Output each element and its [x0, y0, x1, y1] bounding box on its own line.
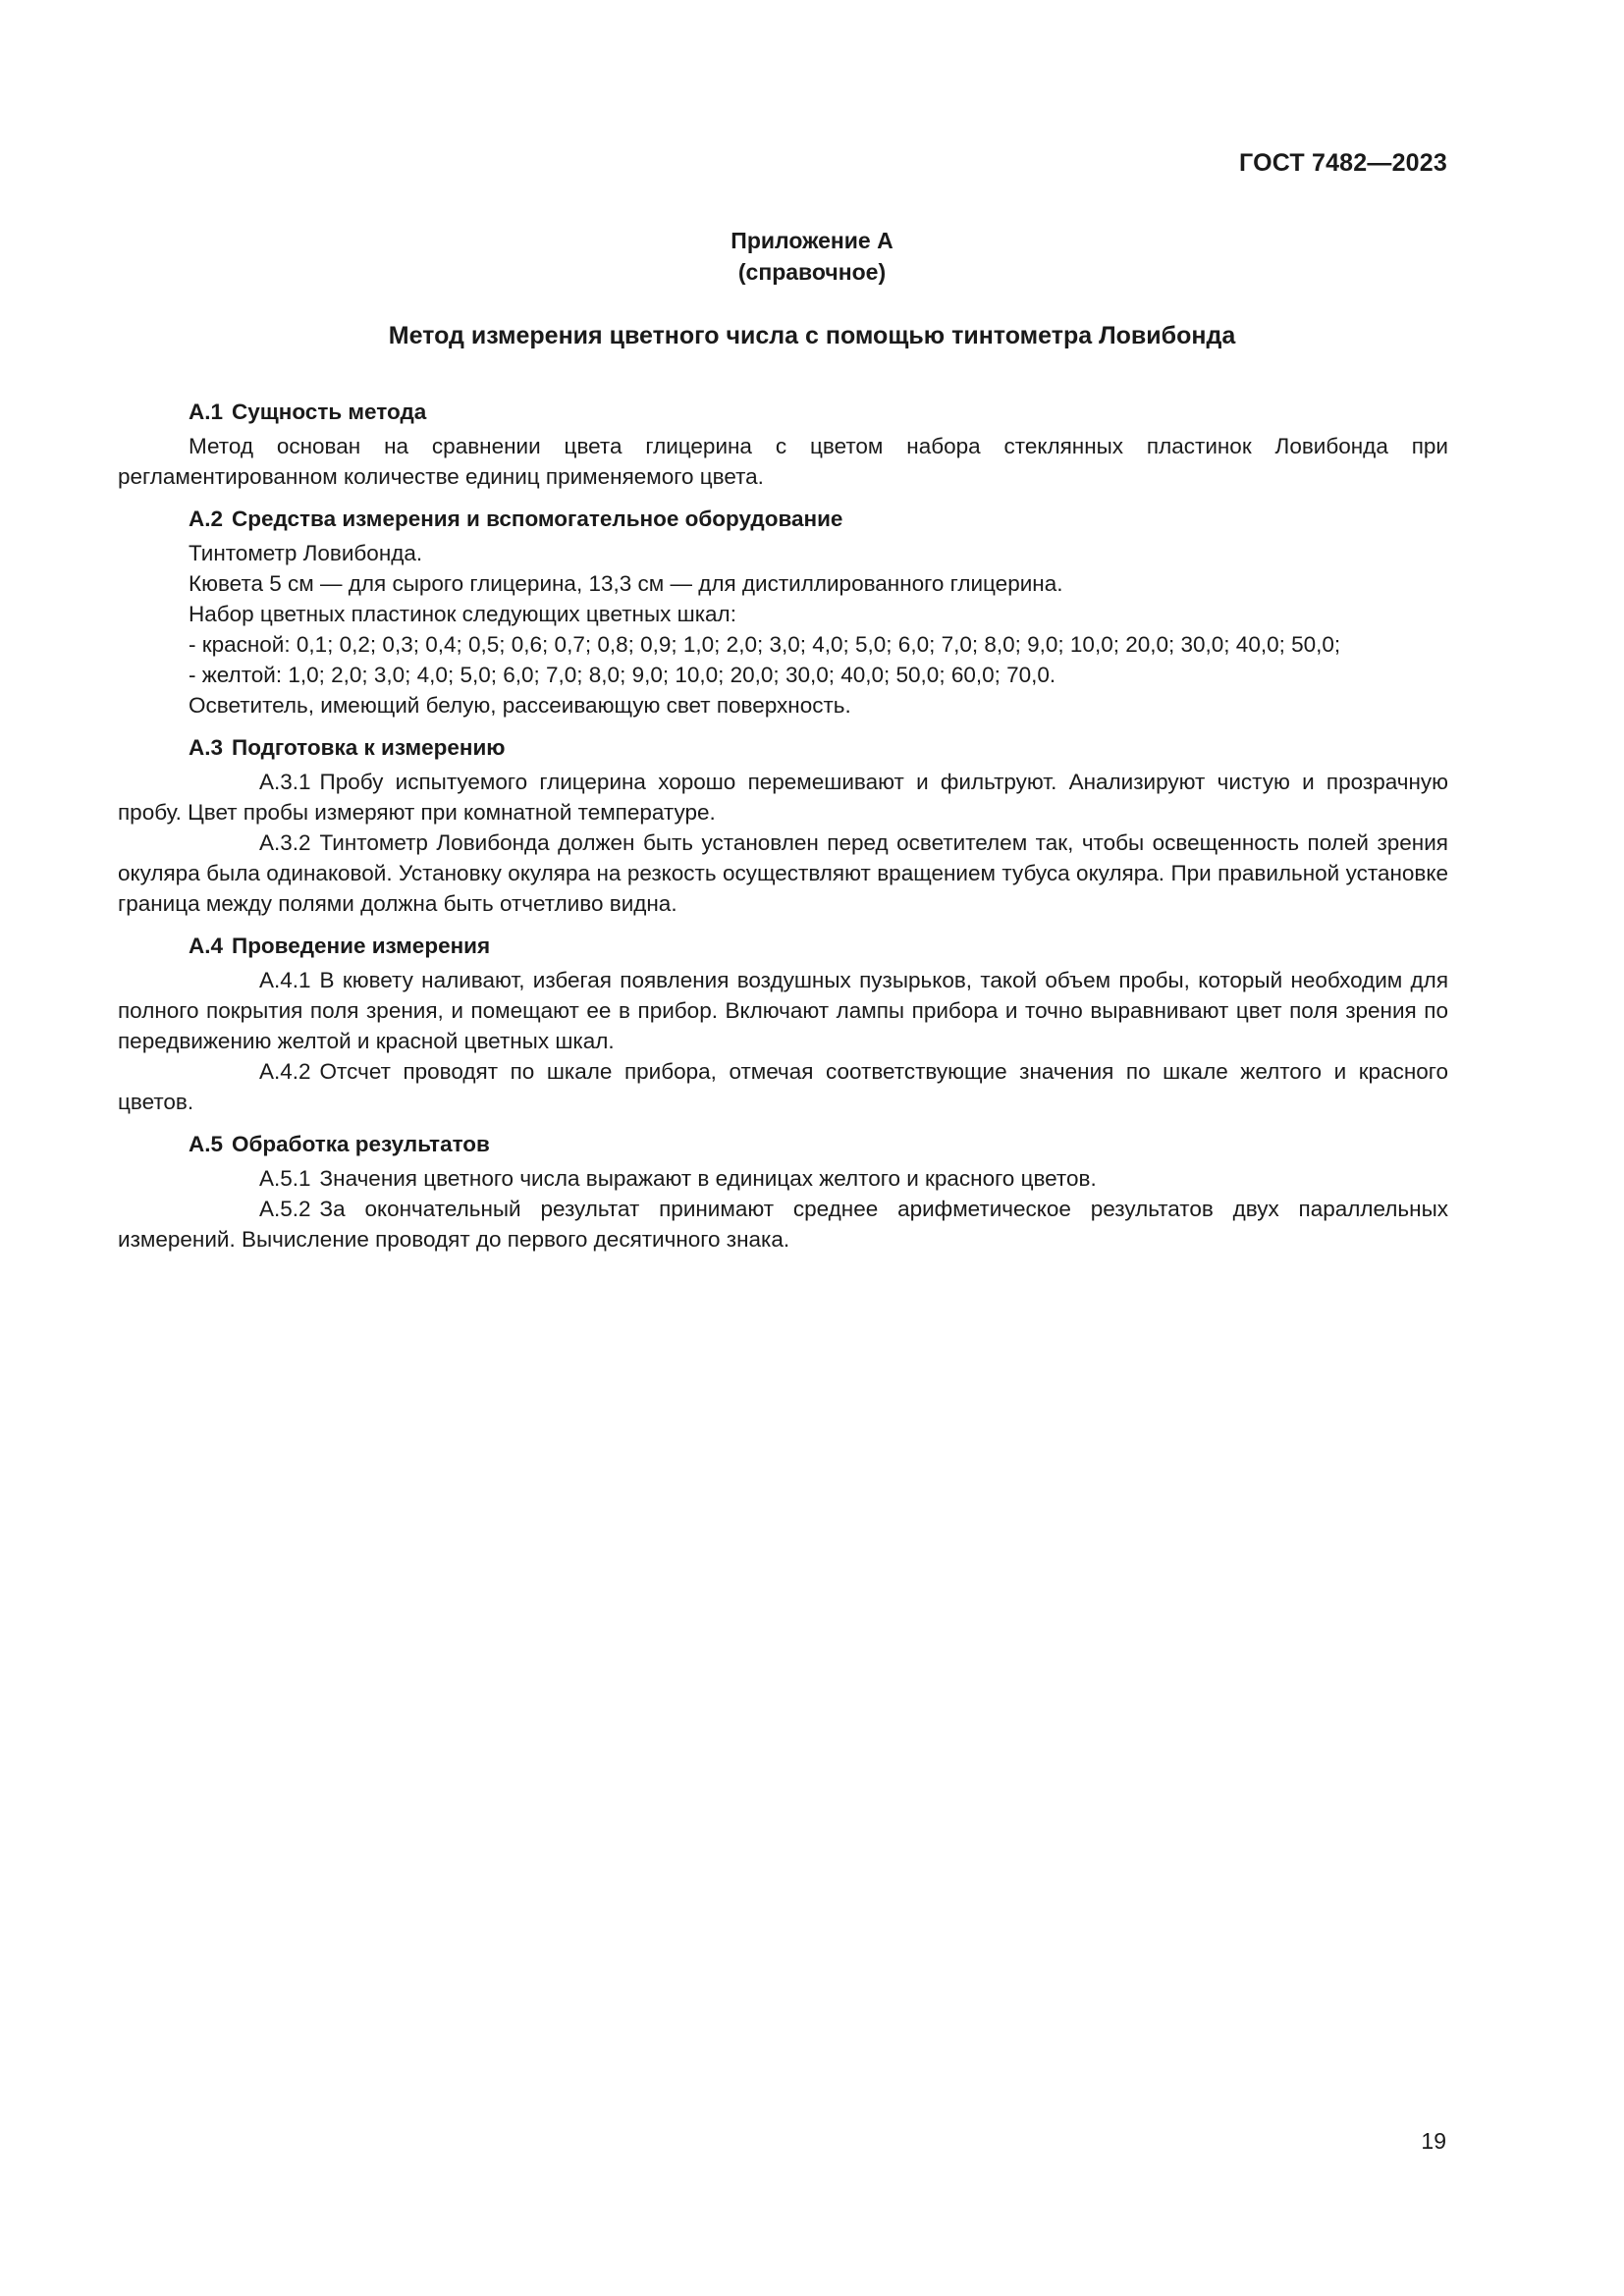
paragraph-a5-1 — [118, 1163, 1448, 1194]
appendix-heading: Метод измерения цветного числа с помощью тинтометра Ловибонда — [388, 322, 1236, 349]
clause-number: А.4.2 — [259, 1059, 311, 1084]
section-title: Обработка результатов — [232, 1132, 490, 1156]
clause-text: Отсчет проводят по шкале прибора, отмечая соответствующие значения по шкале желтого и красного цветов. — [118, 1059, 1448, 1114]
appendix-kind: (справочное) — [737, 259, 887, 285]
red-scale-list: - красной: 0,1; 0,2; 0,3; 0,4; 0,5; 0,6; 0,7; 0,8; 0,9; 1,0; 2,0; 3,0; 4,0; 5,0; 6,0; 7,0; 8,0; 9,0; 10,0; 20,0; 30,0; 40,0; 50,0; — [189, 632, 1341, 657]
clause-number: А.5.2 — [259, 1197, 311, 1221]
clause-number: А.4.1 — [259, 968, 311, 992]
yellow-scale-list: - желтой: 1,0; 2,0; 3,0; 4,0; 5,0; 6,0; 7,0; 8,0; 9,0; 10,0; 20,0; 30,0; 40,0; 50,0; 60,0; 70,0. — [189, 663, 1056, 687]
section-number: А.3 — [189, 735, 224, 760]
section-number: А.1 — [189, 400, 224, 424]
section-heading-a2 — [118, 504, 1448, 534]
clause-number: А.3.2 — [259, 830, 311, 855]
clause-text: Тинтометр Ловибонда должен быть установлен перед осветителем так, чтобы освещенность полей зрения окуляра была одинаковой. Установку окуляра на резкость осуществляют вращением тубуса окуляра. При правильной установке граница между полями должна быть отчетливо видна. — [118, 830, 1448, 916]
equipment-item: Осветитель, имеющий белую, рассеивающую свет поверхность. — [189, 693, 851, 718]
document-body — [118, 397, 1448, 1255]
section-title: Подготовка к измерению — [232, 735, 506, 760]
section-number: А.5 — [189, 1132, 224, 1156]
paragraph-a3-2 — [118, 828, 1448, 919]
clause-number: А.5.1 — [259, 1166, 311, 1191]
section-heading-a5 — [118, 1129, 1448, 1159]
standard-code: ГОСТ 7482—2023 — [1239, 149, 1447, 177]
clause-number: А.3.1 — [259, 770, 311, 794]
appendix-title: Приложение А — [731, 228, 893, 253]
section-title: Средства измерения и вспомогательное оборудование — [232, 507, 843, 531]
clause-text: В кювету наливают, избегая появления воздушных пузырьков, такой объем пробы, который необходим для полного покрытия поля зрения, и помещают ее в прибор. Включают лампы прибора и точно выравнивают цвет поля зрения по передвижению желтой и красной цветных шкал. — [118, 968, 1448, 1053]
section-heading-a4 — [118, 931, 1448, 961]
section-heading-a1 — [118, 397, 1448, 427]
section-title: Сущность метода — [232, 400, 427, 424]
paragraph-a3-1 — [118, 767, 1448, 828]
paragraph-a4-2 — [118, 1056, 1448, 1117]
paragraph-a4-1 — [118, 965, 1448, 1056]
clause-text: За окончательный результат принимают среднее арифметическое результатов двух параллельных измерений. Вычисление проводят до первого десятичного знака. — [118, 1197, 1448, 1252]
section-number: А.2 — [189, 507, 224, 531]
section-title: Проведение измерения — [232, 934, 491, 958]
page-number: 19 — [1421, 2128, 1446, 2154]
paragraph: Метод основан на сравнении цвета глицерина с цветом набора стеклянных пластинок Ловибонда при регламентированном количестве единиц применяемого цвета. — [118, 434, 1448, 489]
paragraph-a5-2 — [118, 1194, 1448, 1255]
section-heading-a3 — [118, 732, 1448, 763]
equipment-item: Кювета 5 см — для сырого глицерина, 13,3 см — для дистиллированного глицерина. — [189, 571, 1063, 596]
section-number: А.4 — [189, 934, 224, 958]
clause-text: Значения цветного числа выражают в единицах желтого и красного цветов. — [319, 1166, 1097, 1191]
equipment-item: Тинтометр Ловибонда. — [189, 541, 423, 565]
equipment-item: Набор цветных пластинок следующих цветных шкал: — [189, 602, 736, 626]
clause-text: Пробу испытуемого глицерина хорошо перемешивают и фильтруют. Анализируют чистую и прозрачную пробу. Цвет пробы измеряют при комнатной температуре. — [118, 770, 1448, 825]
